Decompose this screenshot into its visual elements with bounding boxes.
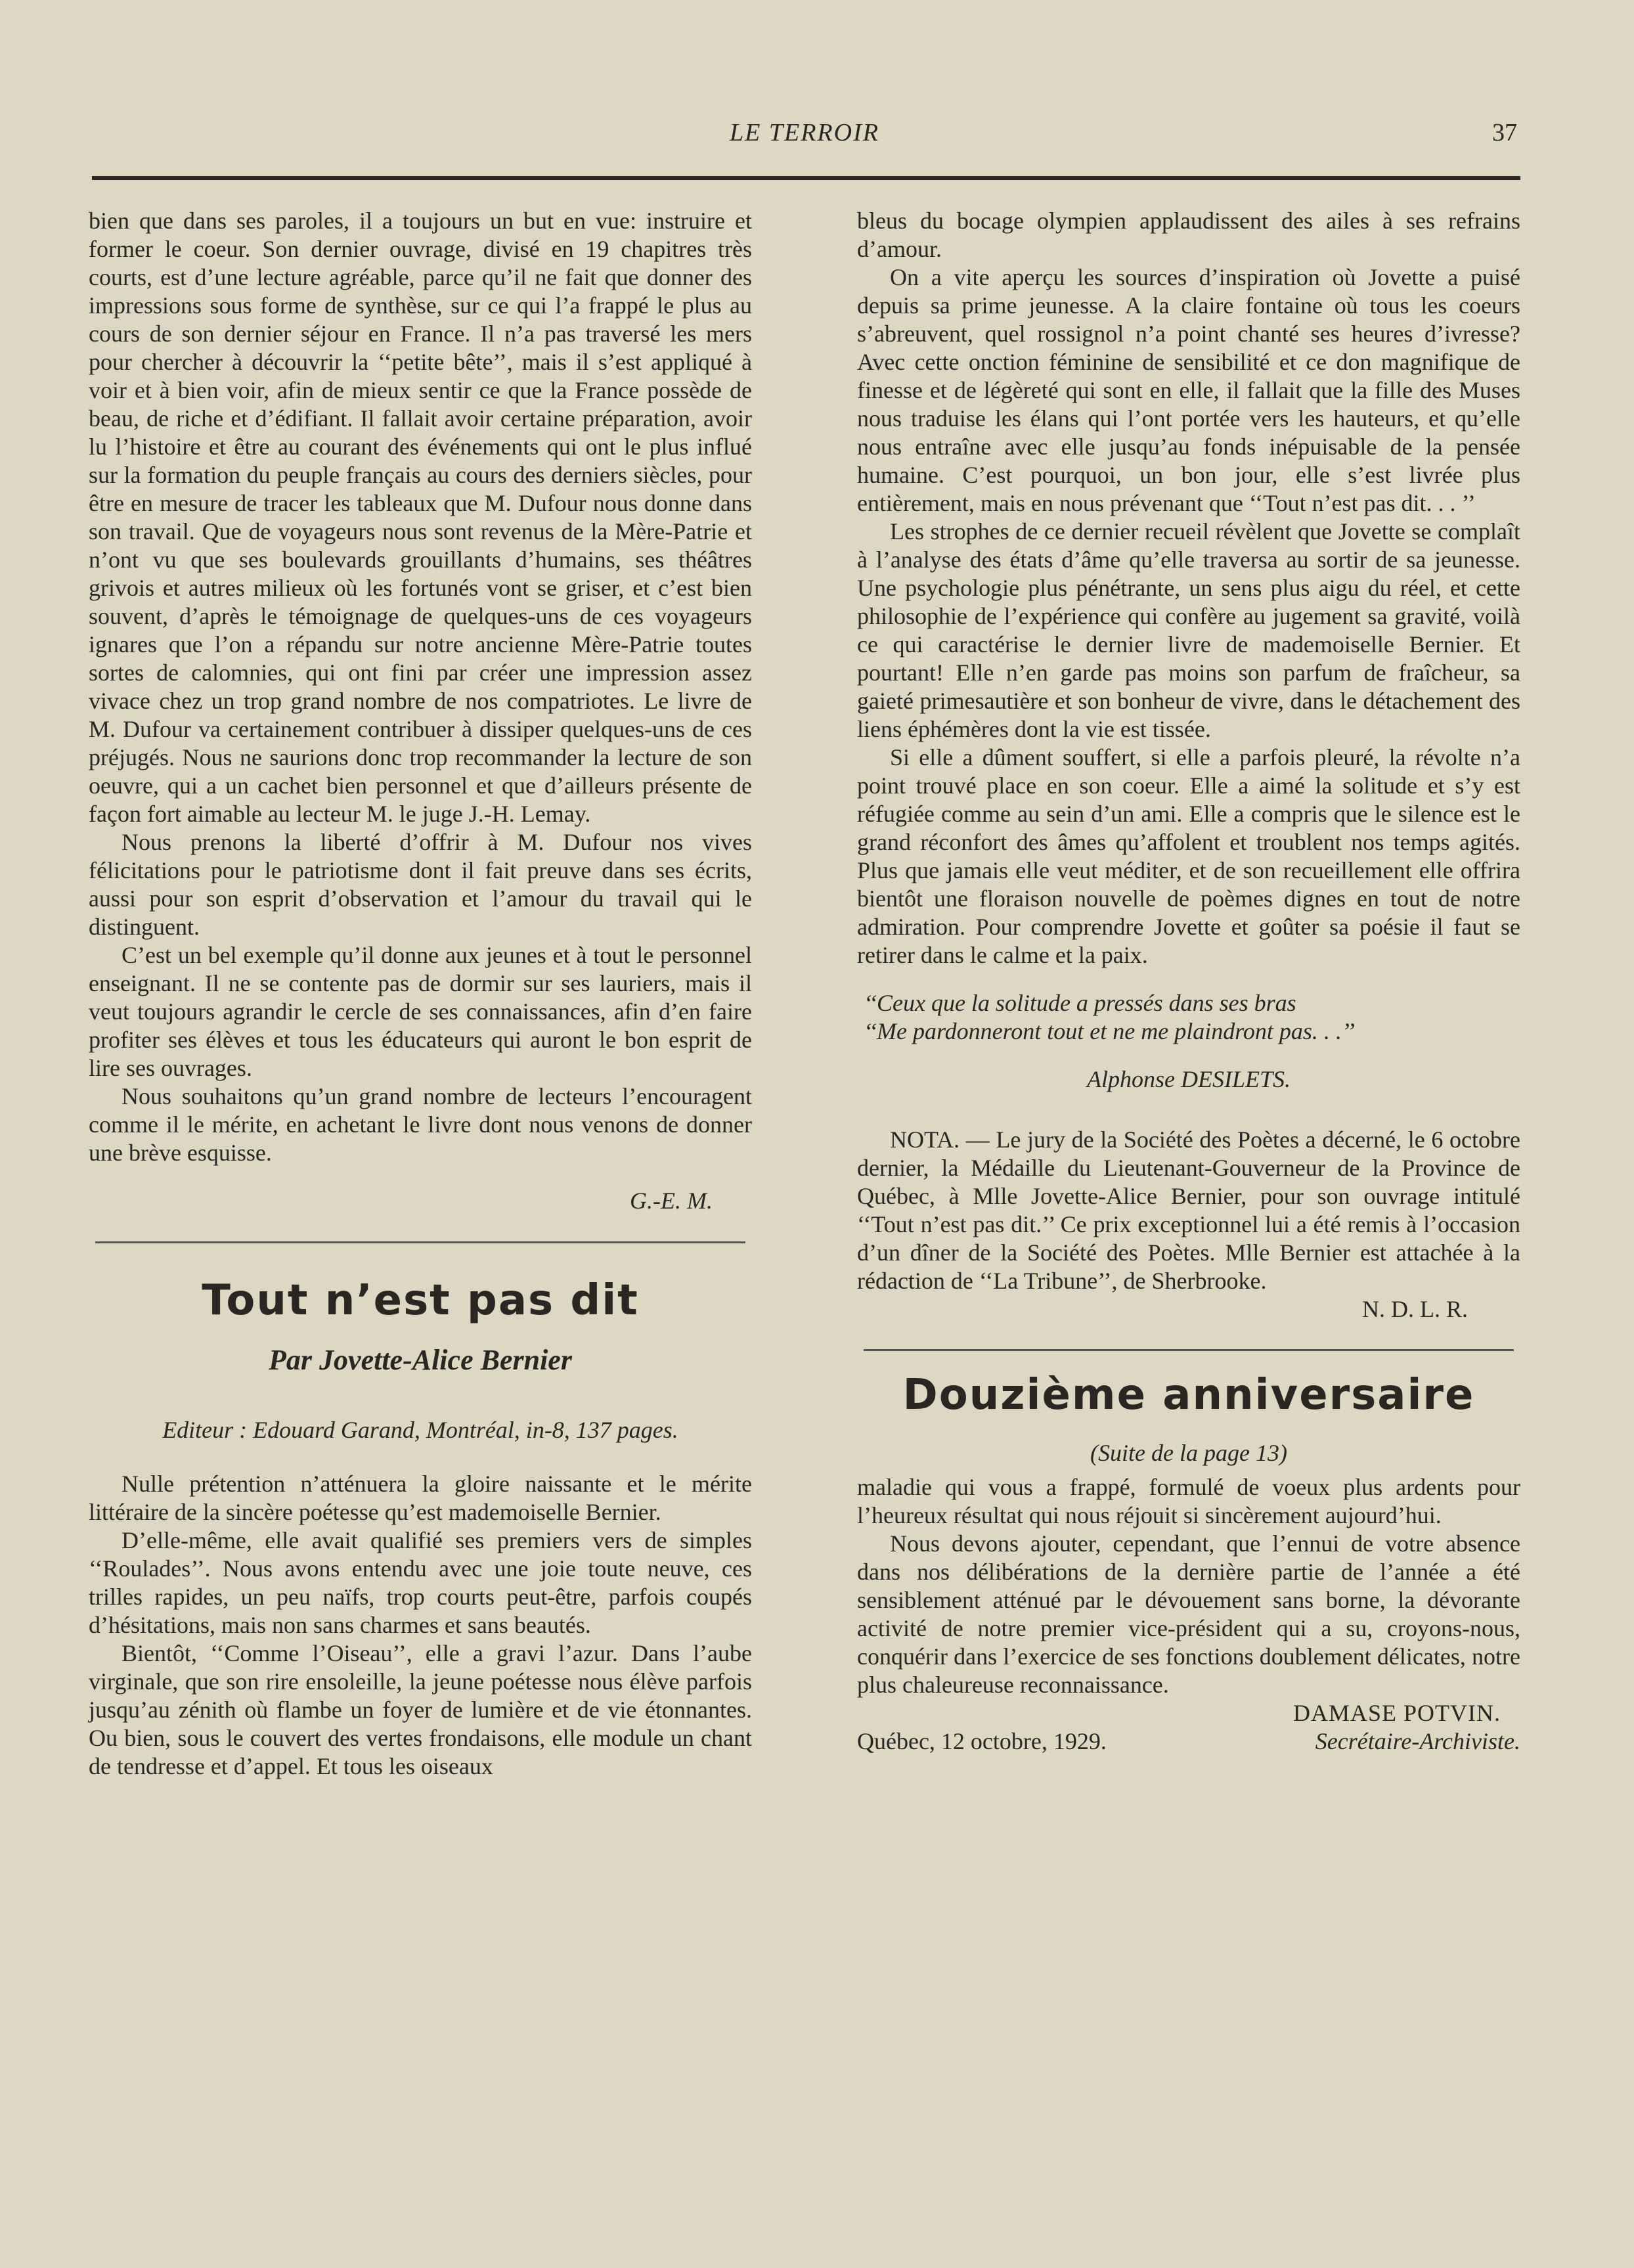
left-column xyxy=(89,207,752,1781)
editor-note-mark: N. D. L. R. xyxy=(1362,1296,1468,1322)
signer-name: DAMASE POTVIN. xyxy=(1292,1700,1501,1726)
running-header xyxy=(92,118,1517,158)
right-column xyxy=(857,207,1520,1756)
article-paragraph: Nulle prétention n’atténuera la gloire naissante et le mérite littéraire de la sincère poétesse qu’est mademoiselle Bernier. xyxy=(89,1471,752,1525)
article-paragraph: On a vite aperçu les sources d’inspiration où Jovette a puisé depuis sa prime jeunesse. A la claire fontaine où tous les coeurs s’abreuvent, quel rossignol n’a point chanté ses heures d’ivresse? Avec cette onction féminine de sensibilité et ce don magnifique de finesse et de légèreté qui sont en elle, il fallait que la fille des Muses nous traduise les élans qui l’ont portée vers les hauteurs, et qu’elle nous entraîne avec elle jusqu’au fonds inépuisable de la pensée humaine. C’est pourquoi, un bon jour, elle s’est livrée plus entièrement, mais en nous prévenant que ‘‘Tout n’est pas dit. . . ’’ xyxy=(857,264,1520,516)
header-rule xyxy=(92,176,1520,180)
article-paragraph: Nous devons ajouter, cependant, que l’ennui de votre absence dans nos délibérations de la dernière partie de l’année a été sensiblement atténué par le dévouement sans borne, la dévorante activité de notre premier vice-président qui a su, croyons-nous, conquérir dans l’exercice de ses fonctions doublement délicates, notre plus chaleureuse reconnaissance. xyxy=(857,1530,1520,1698)
place-date: Québec, 12 octobre, 1929. xyxy=(857,1728,1107,1754)
article-paragraph: D’elle-même, elle avait qualifié ses premiers vers de simples ‘‘Roulades’’. Nous avons entendu avec une joie toute neuve, ces trilles rapides, un peu naïfs, trop courts peut-être, parfois coupés d’hésitations, mais non sans charmes et sans beautés. xyxy=(89,1527,752,1638)
signer-title: Secrétaire-Archiviste. xyxy=(1315,1728,1520,1754)
article-paragraph: maladie qui vous a frappé, formulé de voeux plus ardents pour l’heureux résultat qui nous réjouit si sincèrement aujourd’hui. xyxy=(857,1474,1520,1528)
review-paragraph: Nous souhaitons qu’un grand nombre de lecteurs l’encouragent comme il le mérite, en achetant le livre dont nous venons de donner une brève esquisse. xyxy=(89,1083,752,1166)
signature-row xyxy=(857,1727,1520,1756)
page-number: 37 xyxy=(1492,119,1517,146)
article-paragraph: Bientôt, ‘‘Comme l’Oiseau’’, elle a gravi l’azur. Dans l’aube virginale, que son rire ensoleille, la jeune poétesse nous élève parfois jusqu’au zénith où flambe un foyer de lumière et de vie étonnantes. Ou bien, sous le couvert des vertes frondaisons, elle module un chant de tendresse et d’appel. Et tous les oiseaux xyxy=(89,1640,752,1779)
publisher-line: Editeur : Edouard Garand, Montréal, in-8, 137 pages. xyxy=(162,1417,678,1443)
journal-title: LE TERROIR xyxy=(730,119,879,146)
article-paragraph: Si elle a dûment souffert, si elle a parfois pleuré, la révolte n’a point trouvé place en son coeur. Elle a aimé la solitude et s’y est réfugiée comme au sein d’un ami. Elle a compris que le silence est le grand réconfort des âmes qu’affolent et troublent nos temps agités. Plus que jamais elle veut méditer, et de son recueillement elle offrira bientôt une floraison nouvelle de poèmes dignes en tout de notre admiration. Pour comprendre Jovette et goûter sa poésie il faut se retirer dans le calme et la paix. xyxy=(857,744,1520,968)
section-title: Douzième anniversaire xyxy=(902,1371,1475,1419)
review-paragraph: bien que dans ses paroles, il a toujours un but en vue: instruire et former le coeur. Son dernier ouvrage, divisé en 19 chapitres très courts, est d’une lecture agréable, parce qu’il ne fait que donner des impressions sous forme de synthèse, sur ce qui l’a frappé le plus au cours de son dernier séjour en France. Il n’a pas traversé les mers pour chercher à découvrir la ‘‘petite bête’’, mais il s’est appliqué à voir et à bien voir, afin de mieux sentir ce que la France possède de beau, de riche et d’édifiant. Il fallait avoir certaine préparation, avoir lu l’histoire et être au courant des événements qui ont le plus influé sur la formation du peuple français au cours des derniers siècles, pour être en mesure de tracer les tableaux que M. Dufour nous donne dans son travail. Que de voyageurs nous sont revenus de la Mère-Patrie et n’ont vu que ses boulevards grouillants d’humains, ses théâtres grivois et autres milieux où les fortunés vont se griser, et c’est bien souvent, d’après le témoignage de quelques-uns de ces voyageurs ignares que l’on a répandu sur notre ancienne Mère-Patrie toutes sortes de calomnies, qui ont fini par créer une impression assez vivace chez un trop grand nombre de nos compatriotes. Le livre de M. Dufour va certainement contribuer à dissiper quelques-uns de ces préjugés. Nous ne saurions donc trop recommander la lecture de son oeuvre, qui a un cachet bien personnel et que d’ailleurs présente de façon fort aimable au lecteur M. le juge J.-H. Lemay. xyxy=(89,208,752,827)
section-title: Tout n’est pas dit xyxy=(202,1276,639,1325)
continuation-note: (Suite de la page 13) xyxy=(1090,1440,1287,1466)
article-paragraph: bleus du bocage olympien applaudissent des ailes à ses refrains d’amour. xyxy=(857,208,1520,262)
verse-line: ‘‘Ceux que la solitude a pressés dans ses bras xyxy=(864,990,1296,1016)
article-paragraph: Les strophes de ce dernier recueil révèlent que Jovette se complaît à l’analyse des états d’âme qu’elle traversa au sortir de sa jeunesse. Une psychologie plus pénétrante, un sens plus aigu du réel, et cette philosophie de l’expérience qui confère au jugement sa gravité, voilà ce qui caractérise le dernier livre de mademoiselle Bernier. Et pourtant! Elle n’en garde pas moins son parfum de fraîcheur, sa gaieté primesautière et son bonheur de vivre, dans le détachement des liens éphémères dont la vie est tissée. xyxy=(857,518,1520,742)
review-signature: G.-E. M. xyxy=(630,1188,713,1214)
review-paragraph: C’est un bel exemple qu’il donne aux jeunes et à tout le personnel enseignant. Il ne se contente pas de dormir sur ses lauriers, mais il veut toujours agrandir le cercle de ses connaissances, afin d’en faire profiter ses élèves et tous les éducateurs qui auront le bon esprit de lire ses ouvrages. xyxy=(89,942,752,1081)
article-author: Alphonse DESILETS. xyxy=(1087,1066,1291,1092)
nota-paragraph: NOTA. — Le jury de la Société des Poètes a décerné, le 6 octobre dernier, la Médaille du Lieutenant-Gouverneur de la Province de Québec, à Mlle Jovette-Alice Bernier, pour son ouvrage intitulé ‘‘Tout n’est pas dit.’’ Ce prix exceptionnel lui a été remis à l’occasion d’un dîner de la Société des Poètes. Mlle Bernier est attachée à la rédaction de ‘‘La Tribune’’, de Sherbrooke. xyxy=(857,1126,1520,1294)
review-paragraph: Nous prenons la liberté d’offrir à M. Dufour nos vives félicitations pour le patriotisme dont il fait preuve dans ses écrits, aussi pour son esprit d’observation et l’amour du travail qui le distinguent. xyxy=(89,829,752,940)
verse-line: ‘‘Me pardonneront tout et ne me plaindront pas. . .’’ xyxy=(864,1018,1355,1044)
section-byline: Par Jovette-Alice Bernier xyxy=(269,1344,572,1376)
